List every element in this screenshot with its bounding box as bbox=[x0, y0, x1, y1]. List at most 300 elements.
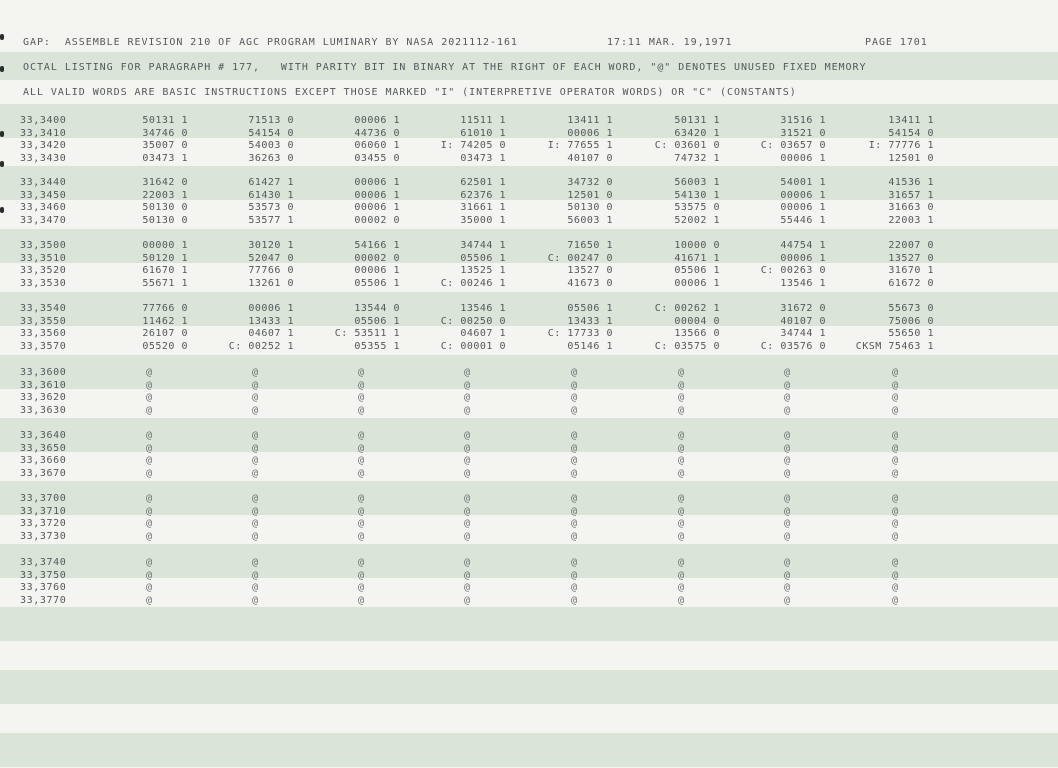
row-address: 33,3460 bbox=[20, 202, 67, 213]
unused-memory-word: @ bbox=[464, 379, 471, 391]
octal-word: I: 77655 1 bbox=[547, 140, 613, 151]
octal-word: 13546 1 bbox=[780, 277, 826, 289]
octal-word: 41673 0 bbox=[567, 277, 613, 289]
unused-memory-word: @ bbox=[464, 530, 471, 542]
unused-memory-word: @ bbox=[784, 442, 791, 454]
row-address: 33,3670 bbox=[20, 467, 67, 479]
unused-memory-word: @ bbox=[784, 392, 791, 403]
unused-memory-word: @ bbox=[146, 379, 153, 391]
octal-word: 05506 1 bbox=[674, 265, 720, 276]
row-address: 33,3540 bbox=[20, 303, 67, 314]
octal-word: 22003 1 bbox=[142, 189, 188, 201]
row-address: 33,3400 bbox=[20, 115, 67, 126]
unused-memory-word: @ bbox=[784, 455, 791, 466]
octal-word: 31657 1 bbox=[888, 189, 934, 201]
octal-word: 54154 0 bbox=[888, 127, 934, 139]
octal-word: 52047 0 bbox=[248, 252, 294, 264]
unused-memory-word: @ bbox=[571, 379, 578, 391]
row-address: 33,3650 bbox=[20, 442, 67, 454]
octal-word: 44736 0 bbox=[354, 127, 400, 139]
octal-word: C: 00250 0 bbox=[440, 315, 506, 327]
octal-word: 71513 0 bbox=[248, 115, 294, 126]
octal-word: 05506 1 bbox=[567, 303, 613, 314]
octal-word: 50120 1 bbox=[142, 252, 188, 264]
octal-word: 53575 0 bbox=[674, 202, 720, 213]
octal-word: 77766 0 bbox=[142, 303, 188, 314]
octal-word: 13527 0 bbox=[567, 265, 613, 276]
unused-memory-word: @ bbox=[146, 594, 153, 606]
unused-memory-word: @ bbox=[464, 404, 471, 416]
unused-memory-word: @ bbox=[252, 442, 259, 454]
unused-memory-word: @ bbox=[892, 392, 899, 403]
listing-row bbox=[0, 127, 1058, 140]
unused-memory-word: @ bbox=[358, 367, 365, 378]
octal-word: 00006 1 bbox=[780, 189, 826, 201]
listing-row bbox=[0, 569, 1058, 582]
unused-memory-word: @ bbox=[358, 505, 365, 517]
octal-word: 06060 1 bbox=[354, 140, 400, 151]
octal-word: 74732 1 bbox=[674, 152, 720, 164]
row-address: 33,3560 bbox=[20, 328, 67, 339]
unused-memory-word: @ bbox=[464, 569, 471, 581]
listing-row bbox=[0, 391, 1058, 404]
octal-word: 00006 1 bbox=[780, 252, 826, 264]
unused-memory-word: @ bbox=[252, 505, 259, 517]
feed-hole bbox=[0, 66, 4, 72]
octal-word: 44754 1 bbox=[780, 240, 826, 251]
unused-memory-word: @ bbox=[464, 557, 471, 568]
octal-word: 63420 1 bbox=[674, 127, 720, 139]
unused-memory-word: @ bbox=[784, 367, 791, 378]
unused-memory-word: @ bbox=[464, 505, 471, 517]
listing-row bbox=[0, 594, 1058, 607]
unused-memory-word: @ bbox=[678, 530, 685, 542]
listing-row bbox=[0, 429, 1058, 442]
octal-word: 54130 1 bbox=[674, 189, 720, 201]
unused-memory-word: @ bbox=[678, 594, 685, 606]
row-address: 33,3450 bbox=[20, 189, 67, 201]
unused-memory-word: @ bbox=[146, 530, 153, 542]
unused-memory-word: @ bbox=[892, 379, 899, 391]
unused-memory-word: @ bbox=[678, 430, 685, 441]
octal-word: 00006 1 bbox=[567, 127, 613, 139]
octal-word: 40107 0 bbox=[567, 152, 613, 164]
octal-word: 13525 1 bbox=[460, 265, 506, 276]
unused-memory-word: @ bbox=[571, 518, 578, 529]
unused-memory-word: @ bbox=[571, 467, 578, 479]
octal-word: 55673 0 bbox=[888, 303, 934, 314]
listing-row bbox=[0, 517, 1058, 530]
header-timestamp: 17:11 MAR. 19,1971 bbox=[607, 37, 733, 48]
row-address: 33,3610 bbox=[20, 379, 67, 391]
unused-memory-word: @ bbox=[892, 493, 899, 504]
listing-row bbox=[0, 404, 1058, 417]
listing-row bbox=[0, 239, 1058, 252]
unused-memory-word: @ bbox=[892, 455, 899, 466]
octal-word: I: 74205 0 bbox=[440, 140, 506, 151]
octal-word: 04607 1 bbox=[460, 328, 506, 339]
unused-memory-word: @ bbox=[784, 505, 791, 517]
row-address: 33,3660 bbox=[20, 455, 67, 466]
row-address: 33,3640 bbox=[20, 430, 67, 441]
row-address: 33,3430 bbox=[20, 152, 67, 164]
listing-row bbox=[0, 379, 1058, 392]
octal-word: 04607 1 bbox=[248, 328, 294, 339]
octal-word: 00006 1 bbox=[674, 277, 720, 289]
unused-memory-word: @ bbox=[252, 404, 259, 416]
octal-word: 00006 1 bbox=[780, 152, 826, 164]
unused-memory-word: @ bbox=[571, 569, 578, 581]
octal-word: 34746 0 bbox=[142, 127, 188, 139]
octal-word: 71650 1 bbox=[567, 240, 613, 251]
octal-word: 56003 1 bbox=[567, 214, 613, 226]
paper-band bbox=[0, 733, 1058, 767]
row-address: 33,3710 bbox=[20, 505, 67, 517]
octal-word: 13566 0 bbox=[674, 328, 720, 339]
octal-word: 22007 0 bbox=[888, 240, 934, 251]
octal-word: 35000 1 bbox=[460, 214, 506, 226]
unused-memory-word: @ bbox=[571, 404, 578, 416]
octal-word: 55671 1 bbox=[142, 277, 188, 289]
octal-word: 54154 0 bbox=[248, 127, 294, 139]
octal-word: 00006 1 bbox=[354, 177, 400, 188]
listing-row bbox=[0, 327, 1058, 340]
unused-memory-word: @ bbox=[464, 392, 471, 403]
octal-word: 41536 1 bbox=[888, 177, 934, 188]
unused-memory-word: @ bbox=[571, 442, 578, 454]
unused-memory-word: @ bbox=[784, 594, 791, 606]
row-address: 33,3550 bbox=[20, 315, 67, 327]
listing-row bbox=[0, 492, 1058, 505]
octal-word: 13261 0 bbox=[248, 277, 294, 289]
unused-memory-word: @ bbox=[252, 430, 259, 441]
unused-memory-word: @ bbox=[358, 404, 365, 416]
row-address: 33,3420 bbox=[20, 140, 67, 151]
octal-word: C: 00252 1 bbox=[228, 340, 294, 352]
listing-row bbox=[0, 454, 1058, 467]
octal-word: 31642 0 bbox=[142, 177, 188, 188]
unused-memory-word: @ bbox=[892, 518, 899, 529]
unused-memory-word: @ bbox=[784, 379, 791, 391]
listing-row bbox=[0, 467, 1058, 480]
unused-memory-word: @ bbox=[464, 467, 471, 479]
octal-word: C: 03657 0 bbox=[760, 140, 826, 151]
unused-memory-word: @ bbox=[892, 557, 899, 568]
octal-word: 12501 0 bbox=[567, 189, 613, 201]
unused-memory-word: @ bbox=[146, 582, 153, 593]
octal-word: 75006 0 bbox=[888, 315, 934, 327]
listing-row bbox=[0, 556, 1058, 569]
unused-memory-word: @ bbox=[784, 518, 791, 529]
row-address: 33,3740 bbox=[20, 557, 67, 568]
row-address: 33,3520 bbox=[20, 265, 67, 276]
unused-memory-word: @ bbox=[252, 557, 259, 568]
octal-word: C: 00262 1 bbox=[654, 303, 720, 314]
unused-memory-word: @ bbox=[571, 392, 578, 403]
octal-word: 53573 0 bbox=[248, 202, 294, 213]
octal-word: 54003 0 bbox=[248, 140, 294, 151]
unused-memory-word: @ bbox=[678, 557, 685, 568]
octal-word: I: 77776 1 bbox=[868, 140, 934, 151]
unused-memory-word: @ bbox=[892, 404, 899, 416]
octal-word: 56003 1 bbox=[674, 177, 720, 188]
octal-word: 50131 1 bbox=[674, 115, 720, 126]
octal-word: 35007 0 bbox=[142, 140, 188, 151]
unused-memory-word: @ bbox=[358, 379, 365, 391]
unused-memory-word: @ bbox=[571, 582, 578, 593]
octal-word: C: 00247 0 bbox=[547, 252, 613, 264]
row-address: 33,3700 bbox=[20, 493, 67, 504]
octal-word: 05355 1 bbox=[354, 340, 400, 352]
unused-memory-word: @ bbox=[358, 582, 365, 593]
header-legend: ALL VALID WORDS ARE BASIC INSTRUCTIONS EXCEPT THOSE MARKED "I" (INTERPRETIVE OPERATOR WORDS) OR "C" (CONSTANTS) bbox=[23, 87, 797, 98]
octal-word: 05146 1 bbox=[567, 340, 613, 352]
listing-row bbox=[0, 201, 1058, 214]
listing-row bbox=[0, 277, 1058, 290]
unused-memory-word: @ bbox=[892, 505, 899, 517]
unused-memory-word: @ bbox=[252, 455, 259, 466]
octal-word: 50130 0 bbox=[567, 202, 613, 213]
octal-word: 00006 1 bbox=[354, 265, 400, 276]
octal-word: 54001 1 bbox=[780, 177, 826, 188]
unused-memory-word: @ bbox=[464, 493, 471, 504]
octal-word: C: 03575 0 bbox=[654, 340, 720, 352]
unused-memory-word: @ bbox=[252, 392, 259, 403]
listing-row bbox=[0, 505, 1058, 518]
octal-word: 00006 1 bbox=[354, 189, 400, 201]
octal-word: 50130 0 bbox=[142, 202, 188, 213]
listing-row bbox=[0, 189, 1058, 202]
octal-word: 77766 0 bbox=[248, 265, 294, 276]
octal-word: C: 00001 0 bbox=[440, 340, 506, 352]
row-address: 33,3620 bbox=[20, 392, 67, 403]
unused-memory-word: @ bbox=[252, 582, 259, 593]
unused-memory-word: @ bbox=[571, 557, 578, 568]
octal-word: 22003 1 bbox=[888, 214, 934, 226]
octal-word: 26107 0 bbox=[142, 328, 188, 339]
octal-word: 00006 1 bbox=[354, 202, 400, 213]
octal-word: 34732 0 bbox=[567, 177, 613, 188]
row-address: 33,3770 bbox=[20, 594, 67, 606]
unused-memory-word: @ bbox=[146, 569, 153, 581]
unused-memory-word: @ bbox=[464, 455, 471, 466]
octal-word: 13527 0 bbox=[888, 252, 934, 264]
unused-memory-word: @ bbox=[784, 530, 791, 542]
unused-memory-word: @ bbox=[252, 467, 259, 479]
header-description: OCTAL LISTING FOR PARAGRAPH # 177, WITH PARITY BIT IN BINARY AT THE RIGHT OF EACH WORD, "@" DENOTES UNUSED FIXED MEMORY bbox=[23, 62, 867, 73]
row-address: 33,3470 bbox=[20, 214, 67, 226]
unused-memory-word: @ bbox=[571, 455, 578, 466]
header-page: PAGE 1701 bbox=[865, 37, 928, 48]
octal-word: 13544 0 bbox=[354, 303, 400, 314]
unused-memory-word: @ bbox=[146, 505, 153, 517]
unused-memory-word: @ bbox=[358, 467, 365, 479]
octal-word: 13433 1 bbox=[248, 315, 294, 327]
unused-memory-word: @ bbox=[571, 505, 578, 517]
listing-row bbox=[0, 340, 1058, 353]
octal-word: 50131 1 bbox=[142, 115, 188, 126]
octal-word: C: 53511 1 bbox=[334, 328, 400, 339]
octal-word: 61430 1 bbox=[248, 189, 294, 201]
octal-word: 11462 1 bbox=[142, 315, 188, 327]
octal-word: 03455 0 bbox=[354, 152, 400, 164]
row-address: 33,3600 bbox=[20, 367, 67, 378]
octal-word: 34744 1 bbox=[780, 328, 826, 339]
unused-memory-word: @ bbox=[678, 442, 685, 454]
unused-memory-word: @ bbox=[892, 430, 899, 441]
octal-word: 00006 1 bbox=[248, 303, 294, 314]
unused-memory-word: @ bbox=[358, 594, 365, 606]
octal-word: 31663 0 bbox=[888, 202, 934, 213]
unused-memory-word: @ bbox=[678, 582, 685, 593]
unused-memory-word: @ bbox=[146, 367, 153, 378]
unused-memory-word: @ bbox=[784, 493, 791, 504]
listing-row bbox=[0, 214, 1058, 227]
octal-word: 11511 1 bbox=[460, 115, 506, 126]
unused-memory-word: @ bbox=[892, 582, 899, 593]
unused-memory-word: @ bbox=[678, 467, 685, 479]
unused-memory-word: @ bbox=[146, 455, 153, 466]
octal-word: 00000 1 bbox=[142, 240, 188, 251]
octal-word: 31670 1 bbox=[888, 265, 934, 276]
unused-memory-word: @ bbox=[464, 430, 471, 441]
unused-memory-word: @ bbox=[892, 530, 899, 542]
octal-word: 61427 1 bbox=[248, 177, 294, 188]
octal-word: 53577 1 bbox=[248, 214, 294, 226]
octal-word: 05520 0 bbox=[142, 340, 188, 352]
octal-word: 55650 1 bbox=[888, 328, 934, 339]
listing-row bbox=[0, 530, 1058, 543]
octal-word: 55446 1 bbox=[780, 214, 826, 226]
unused-memory-word: @ bbox=[678, 367, 685, 378]
octal-word: 50130 0 bbox=[142, 214, 188, 226]
unused-memory-word: @ bbox=[678, 518, 685, 529]
octal-word: 00004 0 bbox=[674, 315, 720, 327]
octal-word: 34744 1 bbox=[460, 240, 506, 251]
paper-band bbox=[0, 670, 1058, 704]
octal-word: 36263 0 bbox=[248, 152, 294, 164]
octal-word: 05506 1 bbox=[354, 277, 400, 289]
octal-word: 13411 1 bbox=[567, 115, 613, 126]
octal-word: 31672 0 bbox=[780, 303, 826, 314]
unused-memory-word: @ bbox=[146, 557, 153, 568]
row-address: 33,3730 bbox=[20, 530, 67, 542]
row-address: 33,3760 bbox=[20, 582, 67, 593]
unused-memory-word: @ bbox=[784, 569, 791, 581]
unused-memory-word: @ bbox=[252, 367, 259, 378]
unused-memory-word: @ bbox=[678, 493, 685, 504]
octal-word: 62501 1 bbox=[460, 177, 506, 188]
unused-memory-word: @ bbox=[464, 518, 471, 529]
octal-word: 00002 0 bbox=[354, 214, 400, 226]
octal-word: 61010 1 bbox=[460, 127, 506, 139]
unused-memory-word: @ bbox=[146, 404, 153, 416]
row-address: 33,3630 bbox=[20, 404, 67, 416]
row-address: 33,3410 bbox=[20, 127, 67, 139]
listing-row bbox=[0, 114, 1058, 127]
octal-word: C: 03601 0 bbox=[654, 140, 720, 151]
unused-memory-word: @ bbox=[358, 455, 365, 466]
unused-memory-word: @ bbox=[892, 467, 899, 479]
octal-word: 40107 0 bbox=[780, 315, 826, 327]
octal-word: 62376 1 bbox=[460, 189, 506, 201]
unused-memory-word: @ bbox=[464, 594, 471, 606]
unused-memory-word: @ bbox=[571, 430, 578, 441]
row-address: 33,3720 bbox=[20, 518, 67, 529]
octal-word: 13546 1 bbox=[460, 303, 506, 314]
unused-memory-word: @ bbox=[358, 392, 365, 403]
octal-word: 31521 0 bbox=[780, 127, 826, 139]
unused-memory-word: @ bbox=[358, 557, 365, 568]
unused-memory-word: @ bbox=[571, 493, 578, 504]
unused-memory-word: @ bbox=[678, 505, 685, 517]
unused-memory-word: @ bbox=[571, 367, 578, 378]
octal-word: C: 17733 0 bbox=[547, 328, 613, 339]
unused-memory-word: @ bbox=[678, 569, 685, 581]
unused-memory-word: @ bbox=[358, 518, 365, 529]
unused-memory-word: @ bbox=[146, 493, 153, 504]
octal-word: 41671 1 bbox=[674, 252, 720, 264]
listing-row bbox=[0, 442, 1058, 455]
unused-memory-word: @ bbox=[464, 582, 471, 593]
octal-word: C: 00263 0 bbox=[760, 265, 826, 276]
unused-memory-word: @ bbox=[146, 392, 153, 403]
octal-word: 00002 0 bbox=[354, 252, 400, 264]
feed-hole bbox=[0, 34, 4, 40]
octal-word: 31516 1 bbox=[780, 115, 826, 126]
unused-memory-word: @ bbox=[358, 493, 365, 504]
unused-memory-word: @ bbox=[358, 430, 365, 441]
unused-memory-word: @ bbox=[892, 367, 899, 378]
octal-word: 00006 1 bbox=[354, 115, 400, 126]
listing-row bbox=[0, 176, 1058, 189]
octal-word: 03473 1 bbox=[460, 152, 506, 164]
unused-memory-word: @ bbox=[252, 518, 259, 529]
unused-memory-word: @ bbox=[571, 530, 578, 542]
octal-word: 03473 1 bbox=[142, 152, 188, 164]
unused-memory-word: @ bbox=[252, 569, 259, 581]
octal-word: 61672 0 bbox=[888, 277, 934, 289]
unused-memory-word: @ bbox=[464, 442, 471, 454]
unused-memory-word: @ bbox=[678, 404, 685, 416]
octal-word: 30120 1 bbox=[248, 240, 294, 251]
unused-memory-word: @ bbox=[784, 582, 791, 593]
unused-memory-word: @ bbox=[678, 379, 685, 391]
octal-word: C: 03576 0 bbox=[760, 340, 826, 352]
listing-row bbox=[0, 252, 1058, 265]
row-address: 33,3500 bbox=[20, 240, 67, 251]
octal-word: 61670 1 bbox=[142, 265, 188, 276]
unused-memory-word: @ bbox=[892, 594, 899, 606]
unused-memory-word: @ bbox=[358, 569, 365, 581]
octal-word: 31661 1 bbox=[460, 202, 506, 213]
listing-row bbox=[0, 315, 1058, 328]
row-address: 33,3750 bbox=[20, 569, 67, 581]
unused-memory-word: @ bbox=[358, 442, 365, 454]
octal-word: 05506 1 bbox=[354, 315, 400, 327]
listing-row bbox=[0, 366, 1058, 379]
octal-word: 00006 1 bbox=[780, 202, 826, 213]
paper-band bbox=[0, 607, 1058, 641]
octal-word: 13411 1 bbox=[888, 115, 934, 126]
row-address: 33,3570 bbox=[20, 340, 67, 352]
unused-memory-word: @ bbox=[146, 442, 153, 454]
unused-memory-word: @ bbox=[784, 404, 791, 416]
unused-memory-word: @ bbox=[146, 430, 153, 441]
unused-memory-word: @ bbox=[571, 594, 578, 606]
unused-memory-word: @ bbox=[784, 467, 791, 479]
unused-memory-word: @ bbox=[358, 530, 365, 542]
